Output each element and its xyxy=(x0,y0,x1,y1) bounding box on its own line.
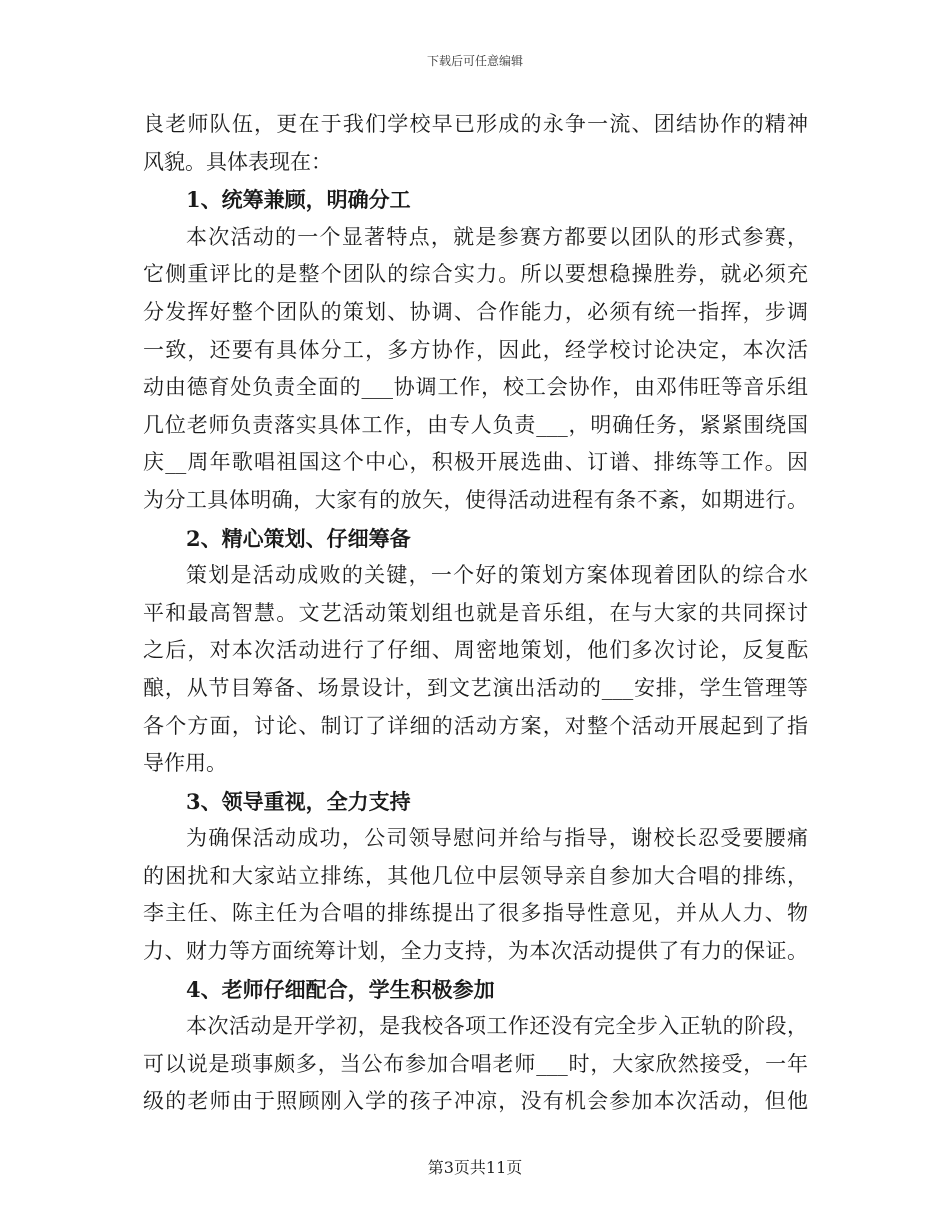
paragraph-line: 酿，从节目筹备、场景设计，到文艺演出活动的___安排，学生管理等 xyxy=(143,675,808,700)
paragraph-line: 本次活动的一个显著特点，就是参赛方都要以团队的形式参赛， xyxy=(186,224,808,249)
paragraph-line: 为确保活动成功，公司领导慰问并给与指导，谢校长忍受要腰痛 xyxy=(186,826,808,851)
paragraph-line: 平和最高智慧。文艺活动策划组也就是音乐组，在与大家的共同探讨 xyxy=(143,600,808,625)
section-heading: 1、统筹兼顾，明确分工 xyxy=(186,187,411,213)
paragraph-line: 的困扰和大家站立排练，其他几位中层领导亲自参加大合唱的排练， xyxy=(143,863,808,888)
page-number: 第3页共11页 xyxy=(427,1158,523,1177)
paragraph-line: 风貌。具体表现在： xyxy=(143,149,332,174)
paragraph-line: 策划是活动成败的关键，一个好的策划方案体现着团队的综合水 xyxy=(186,563,808,588)
paragraph-line: 可以说是琐事颇多，当公布参加合唱老师___时，大家欣然接受，一年 xyxy=(143,1051,808,1076)
paragraph-line: 庆__周年歌唱祖国这个中心，积极开展选曲、订谱、排练等工作。因 xyxy=(143,450,808,475)
paragraph-line: 分发挥好整个团队的策划、协调、合作能力，必须有统一指挥，步调 xyxy=(143,299,808,324)
page-header: 下载后可任意编辑 xyxy=(426,54,523,68)
paragraph-line: 级的老师由于照顾刚入学的孩子冲凉，没有机会参加本次活动，但他 xyxy=(143,1089,808,1114)
paragraph-line: 良老师队伍，更在于我们学校早已形成的永争一流、团结协作的精神 xyxy=(143,112,808,136)
section-heading: 3、领导重视，全力支持 xyxy=(186,788,411,814)
paragraph-line: 力、财力等方面统筹计划，全力支持，为本次活动提供了有力的保证。 xyxy=(143,939,808,964)
paragraph-line: 它侧重评比的是整个团队的综合实力。所以要想稳操胜券，就必须充 xyxy=(143,262,808,287)
paragraph-line: 为分工具体明确，大家有的放矢，使得活动进程有条不紊，如期进行。 xyxy=(143,487,808,512)
document-body xyxy=(143,106,808,1121)
section-heading: 4、老师仔细配合，学生积极参加 xyxy=(186,976,495,1002)
paragraph-line: 本次活动是开学初，是我校各项工作还没有完全步入正轨的阶段， xyxy=(186,1014,808,1039)
paragraph-line: 一致，还要有具体分工，多方协作，因此，经学校讨论决定，本次活 xyxy=(143,337,808,362)
paragraph-line: 各个方面，讨论、制订了详细的活动方案，对整个活动开展起到了指 xyxy=(143,713,808,738)
paragraph-line: 动由德育处负责全面的___协调工作，校工会协作，由邓伟旺等音乐组 xyxy=(143,375,808,400)
section-heading: 2、精心策划、仔细筹备 xyxy=(186,525,411,551)
paragraph-line: 导作用。 xyxy=(143,751,227,776)
paragraph-line: 几位老师负责落实具体工作，由专人负责___，明确任务，紧紧围绕国 xyxy=(143,412,808,437)
paragraph-line: 李主任、陈主任为合唱的排练提出了很多指导性意见，并从人力、物 xyxy=(143,901,808,926)
paragraph-line: 之后，对本次活动进行了仔细、周密地策划，他们多次讨论，反复酝 xyxy=(143,638,808,663)
